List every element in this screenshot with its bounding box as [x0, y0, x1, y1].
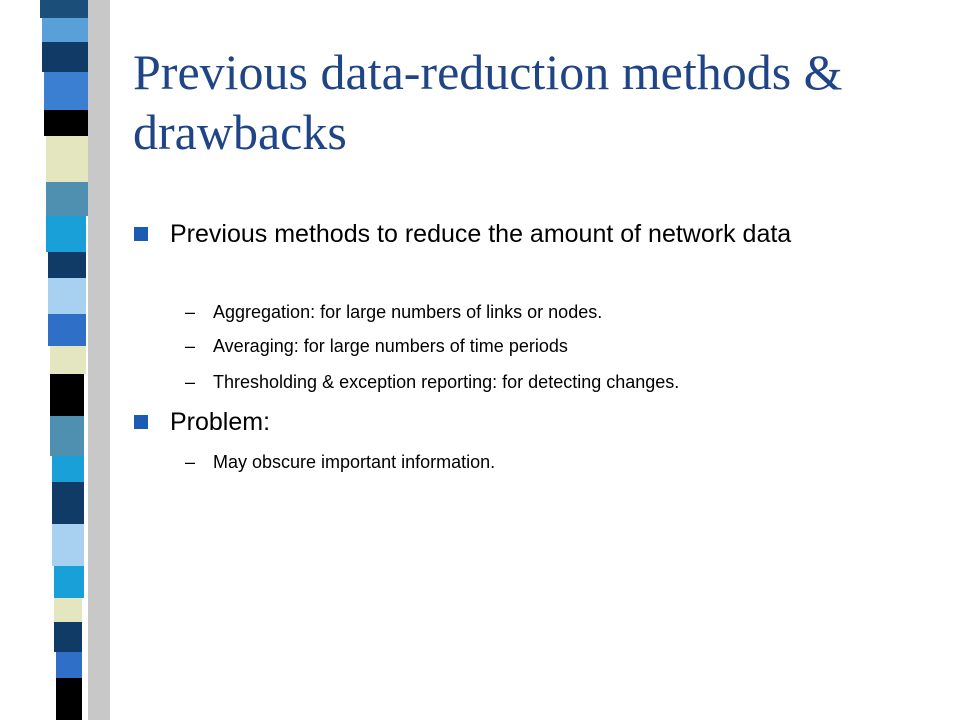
- bar-block: [50, 416, 84, 456]
- bar-block: [52, 524, 84, 566]
- bar-blocks: [28, 0, 88, 720]
- dash-marker: –: [185, 372, 196, 392]
- bar-gap: [28, 0, 40, 720]
- bar-block: [56, 678, 82, 720]
- subitem-thresholding: [185, 371, 925, 393]
- bar-block: [48, 278, 86, 314]
- dash-marker: –: [185, 302, 196, 322]
- bar-block: [56, 652, 82, 678]
- bar-block: [44, 72, 88, 110]
- bar-block: [42, 42, 88, 72]
- dash-marker: –: [185, 336, 196, 356]
- bar-block: [54, 566, 84, 598]
- bar-block: [46, 216, 86, 252]
- bar-block: [46, 182, 88, 216]
- bar-block: [44, 110, 88, 136]
- subitem-text: Aggregation: for large numbers of links or nodes.: [213, 302, 603, 322]
- subitem-text: Averaging: for large numbers of time periods: [213, 336, 568, 356]
- subitem-averaging: [185, 335, 925, 357]
- bar-block: [48, 252, 86, 278]
- bar-block: [46, 136, 88, 182]
- bar-block: [50, 346, 86, 374]
- bullet-square-icon: [134, 227, 148, 241]
- subitem-aggregation: [185, 301, 925, 323]
- bullet-1-text: Previous methods to reduce the amount of network data: [170, 220, 792, 248]
- bar-block: [48, 314, 86, 346]
- dash-marker: –: [185, 452, 196, 472]
- bar-block: [40, 0, 88, 18]
- bar-block: [54, 598, 82, 622]
- slide-title: Previous data-reduction methods & drawbacks: [133, 44, 843, 160]
- bullet-square-icon: [134, 415, 148, 429]
- bar-block: [54, 622, 82, 652]
- bar-block: [52, 482, 84, 524]
- bar-block: [42, 18, 88, 42]
- subitem-text: May obscure important information.: [213, 452, 496, 472]
- bar-block: [52, 456, 84, 482]
- subitem-obscure: [185, 451, 925, 473]
- decorative-side-bar: [0, 0, 112, 720]
- bar-shadow: [88, 0, 110, 720]
- bar-block: [50, 374, 84, 416]
- bullet-2-text: Problem:: [170, 408, 271, 436]
- subitem-text: Thresholding & exception reporting: for detecting changes.: [213, 372, 680, 392]
